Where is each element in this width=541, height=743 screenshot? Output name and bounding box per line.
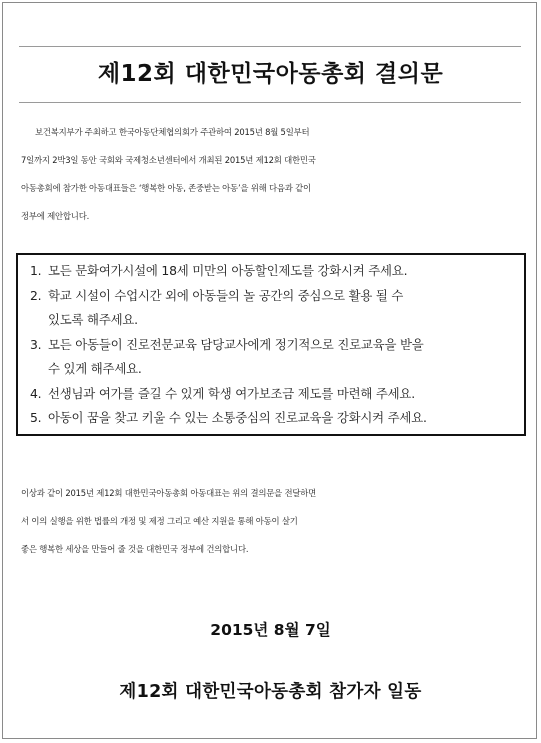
proposal-text: 아동이 꿈을 찾고 키울 수 있는 소통중심의 진로교육을 강화시켜 주세요. xyxy=(48,410,427,425)
proposal-number: 1. xyxy=(30,263,42,278)
document-title: 제12회 대한민국아동총회 결의문 xyxy=(97,61,444,87)
proposal-number: 4. xyxy=(30,385,42,401)
proposal-text: 모든 문화여가시설에 18세 미만의 아동할인제도를 강화시켜 주세요. xyxy=(48,263,408,278)
proposal-text: 수 있게 해주세요. xyxy=(48,361,142,376)
intro-line: 보건복지부가 주최하고 한국아동단체협의회가 주관하여 2015년 8월 5일부터 xyxy=(35,127,310,137)
conclusion-line: 이상과 같이 2015년 제12회 대한민국아동총회 아동대표는 위의 결의문을 전달하면 xyxy=(21,488,317,498)
conclusion-line: 좋은 행복한 세상을 만들어 줄 것을 대한민국 정부에 건의합니다. xyxy=(21,544,249,554)
proposal-text: 모든 아동들이 진로전문교육 담당교사에게 정기적으로 진로교육을 받을 xyxy=(48,336,424,352)
proposal-text: 학교 시설이 수업시간 외에 아동들의 놀 공간의 중심으로 활용 될 수 xyxy=(48,287,404,303)
proposal-text: 선생님과 여가를 즐길 수 있게 학생 여가보조금 제도를 마련해 주세요. xyxy=(48,385,415,401)
intro-line: 정부에 제안합니다. xyxy=(21,211,90,221)
proposal-number: 5. xyxy=(30,410,42,425)
resolution-date: 2015년 8월 7일 xyxy=(210,621,331,639)
title-bottom-rule xyxy=(19,102,521,103)
proposal-text: 있도록 해주세요. xyxy=(48,312,138,327)
proposal-item-continuation xyxy=(30,308,427,333)
proposal-list xyxy=(30,259,427,431)
proposal-number: 3. xyxy=(30,336,42,352)
proposal-item-continuation xyxy=(30,357,427,382)
proposal-item xyxy=(30,333,427,358)
conclusion-line: 서 이의 실행을 위한 법률의 개정 및 제정 그리고 예산 지원을 통해 아동이 살기 xyxy=(21,516,298,526)
intro-paragraph xyxy=(21,118,526,230)
proposal-box xyxy=(16,253,526,436)
proposal-item xyxy=(30,259,427,284)
conclusion-paragraph xyxy=(21,479,526,563)
proposal-item xyxy=(30,406,427,431)
proposal-item xyxy=(30,284,427,309)
proposal-item xyxy=(30,382,427,407)
intro-line: 7일까지 2박3일 동안 국회와 국제청소년센터에서 개최된 2015년 제12회 대한민국 xyxy=(21,155,316,165)
proposal-number: 2. xyxy=(30,287,42,303)
title-top-rule xyxy=(19,46,521,47)
intro-line: 아동총회에 참가한 아동대표들은 ‘행복한 아동, 존중받는 아동’을 위해 다음과 같이 xyxy=(21,183,311,193)
signatory-line: 제12회 대한민국아동총회 참가자 일동 xyxy=(119,682,422,702)
